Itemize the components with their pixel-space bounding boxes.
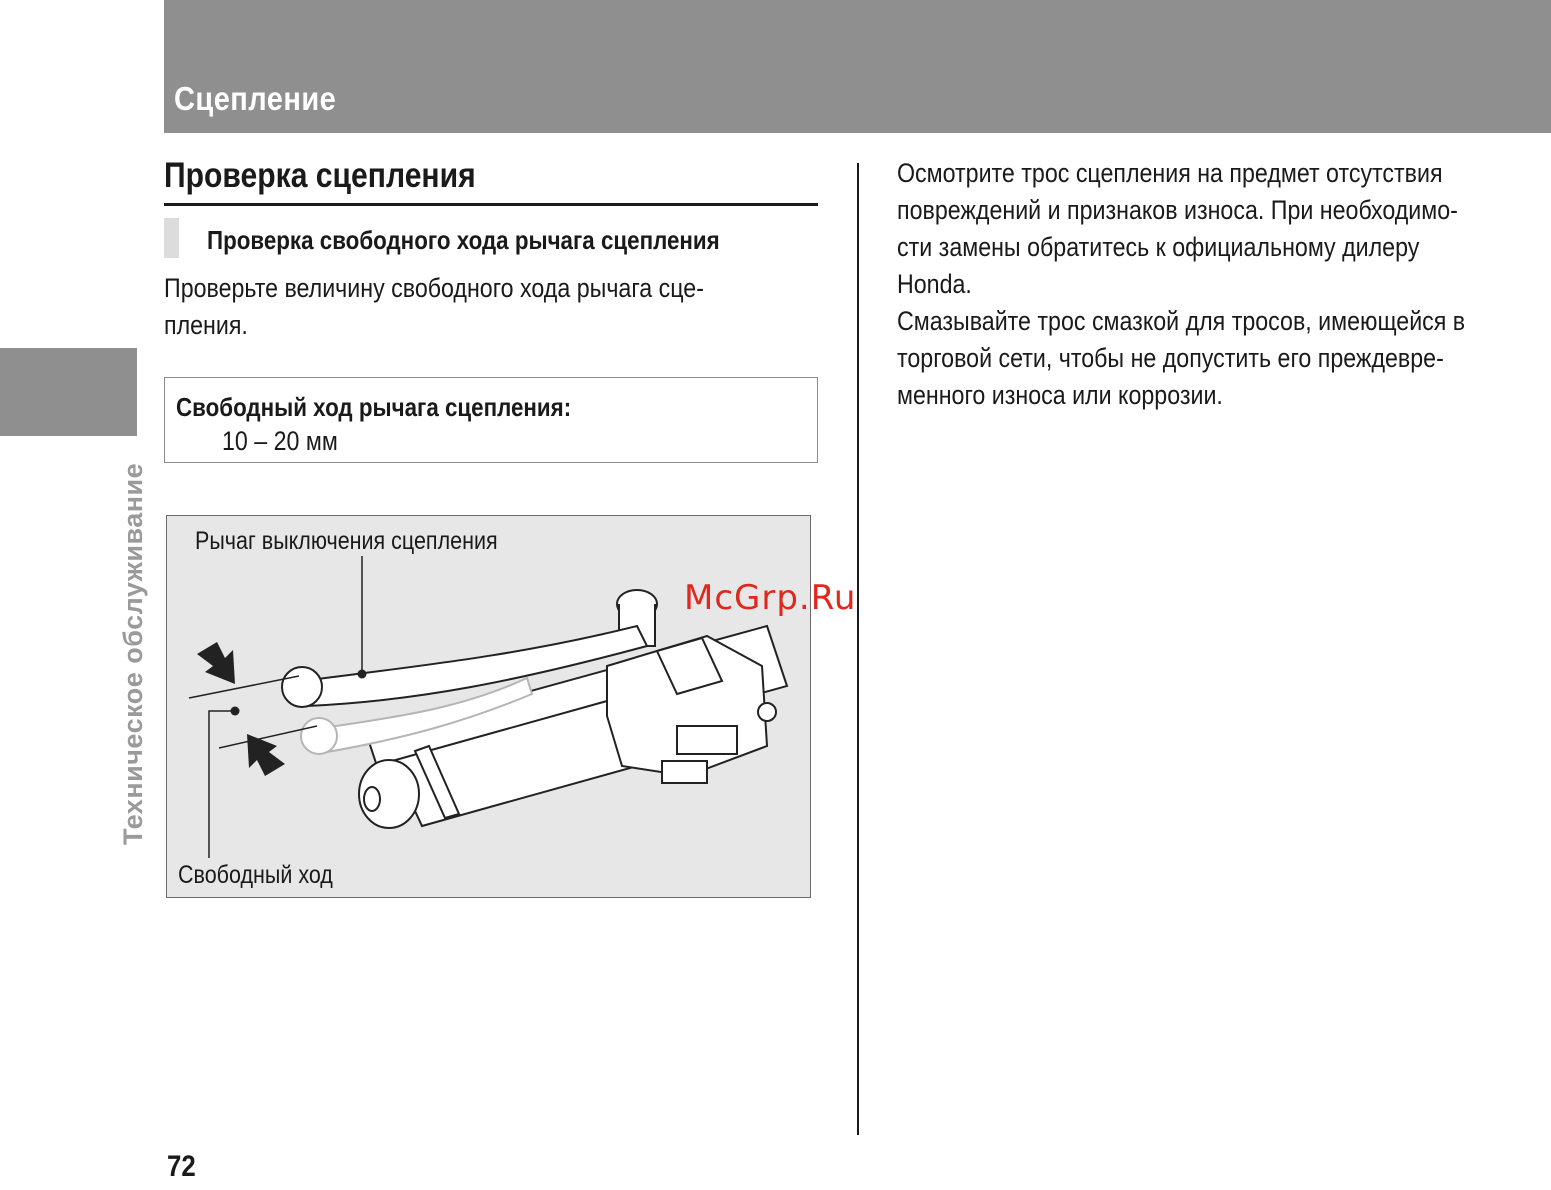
page-number: 72 (167, 1150, 196, 1183)
subsection-title: Проверка свободного хода рычага сцепления (207, 225, 720, 255)
right-text-line-2: повреждений и признаков износа. При необходимо- (897, 195, 1458, 225)
subsection-marker (164, 218, 179, 258)
intro-line-2: пления. (164, 310, 248, 340)
spec-title: Свободный ход рычага сцепления: (176, 392, 572, 422)
handlebar-drawing (167, 516, 812, 899)
clutch-lever-illustration (166, 515, 811, 898)
section-title: Проверка сцепления (164, 156, 476, 195)
chapter-title: Сцепление (174, 80, 337, 117)
intro-line-1: Проверьте величину свободного хода рычага сце- (164, 273, 704, 303)
side-chapter-label: Техническое обслуживание (118, 462, 148, 845)
section-divider (164, 203, 818, 206)
right-text-line-3: сти замены обратитесь к официальному дилеру (897, 232, 1420, 262)
down-arrow-icon (197, 642, 235, 684)
right-text-line-6: торговой сети, чтобы не допустить его преждевре- (897, 343, 1444, 373)
watermark: McGrp.Ru (684, 578, 857, 618)
freeplay-label: Свободный ход (178, 861, 333, 889)
freeplay-leader-line (209, 711, 235, 858)
column-divider (857, 163, 859, 1135)
up-arrow-icon (247, 734, 285, 776)
switch-housing (607, 590, 776, 783)
right-text-line-4: Honda. (897, 269, 972, 299)
spec-value: 10 – 20 мм (222, 426, 338, 456)
lever-label: Рычаг выключения сцепления (195, 527, 498, 555)
header-band (164, 0, 1551, 133)
lever-leader-dot (358, 670, 367, 679)
chapter-tab (0, 348, 137, 436)
right-text-line-7: менного износа или коррозии. (897, 380, 1223, 410)
right-text-line-5: Смазывайте трос смазкой для тросов, имеющейся в (897, 306, 1466, 336)
right-text-line-1: Осмотрите трос сцепления на предмет отсутствия (897, 158, 1443, 188)
freeplay-leader-dot (231, 707, 240, 716)
